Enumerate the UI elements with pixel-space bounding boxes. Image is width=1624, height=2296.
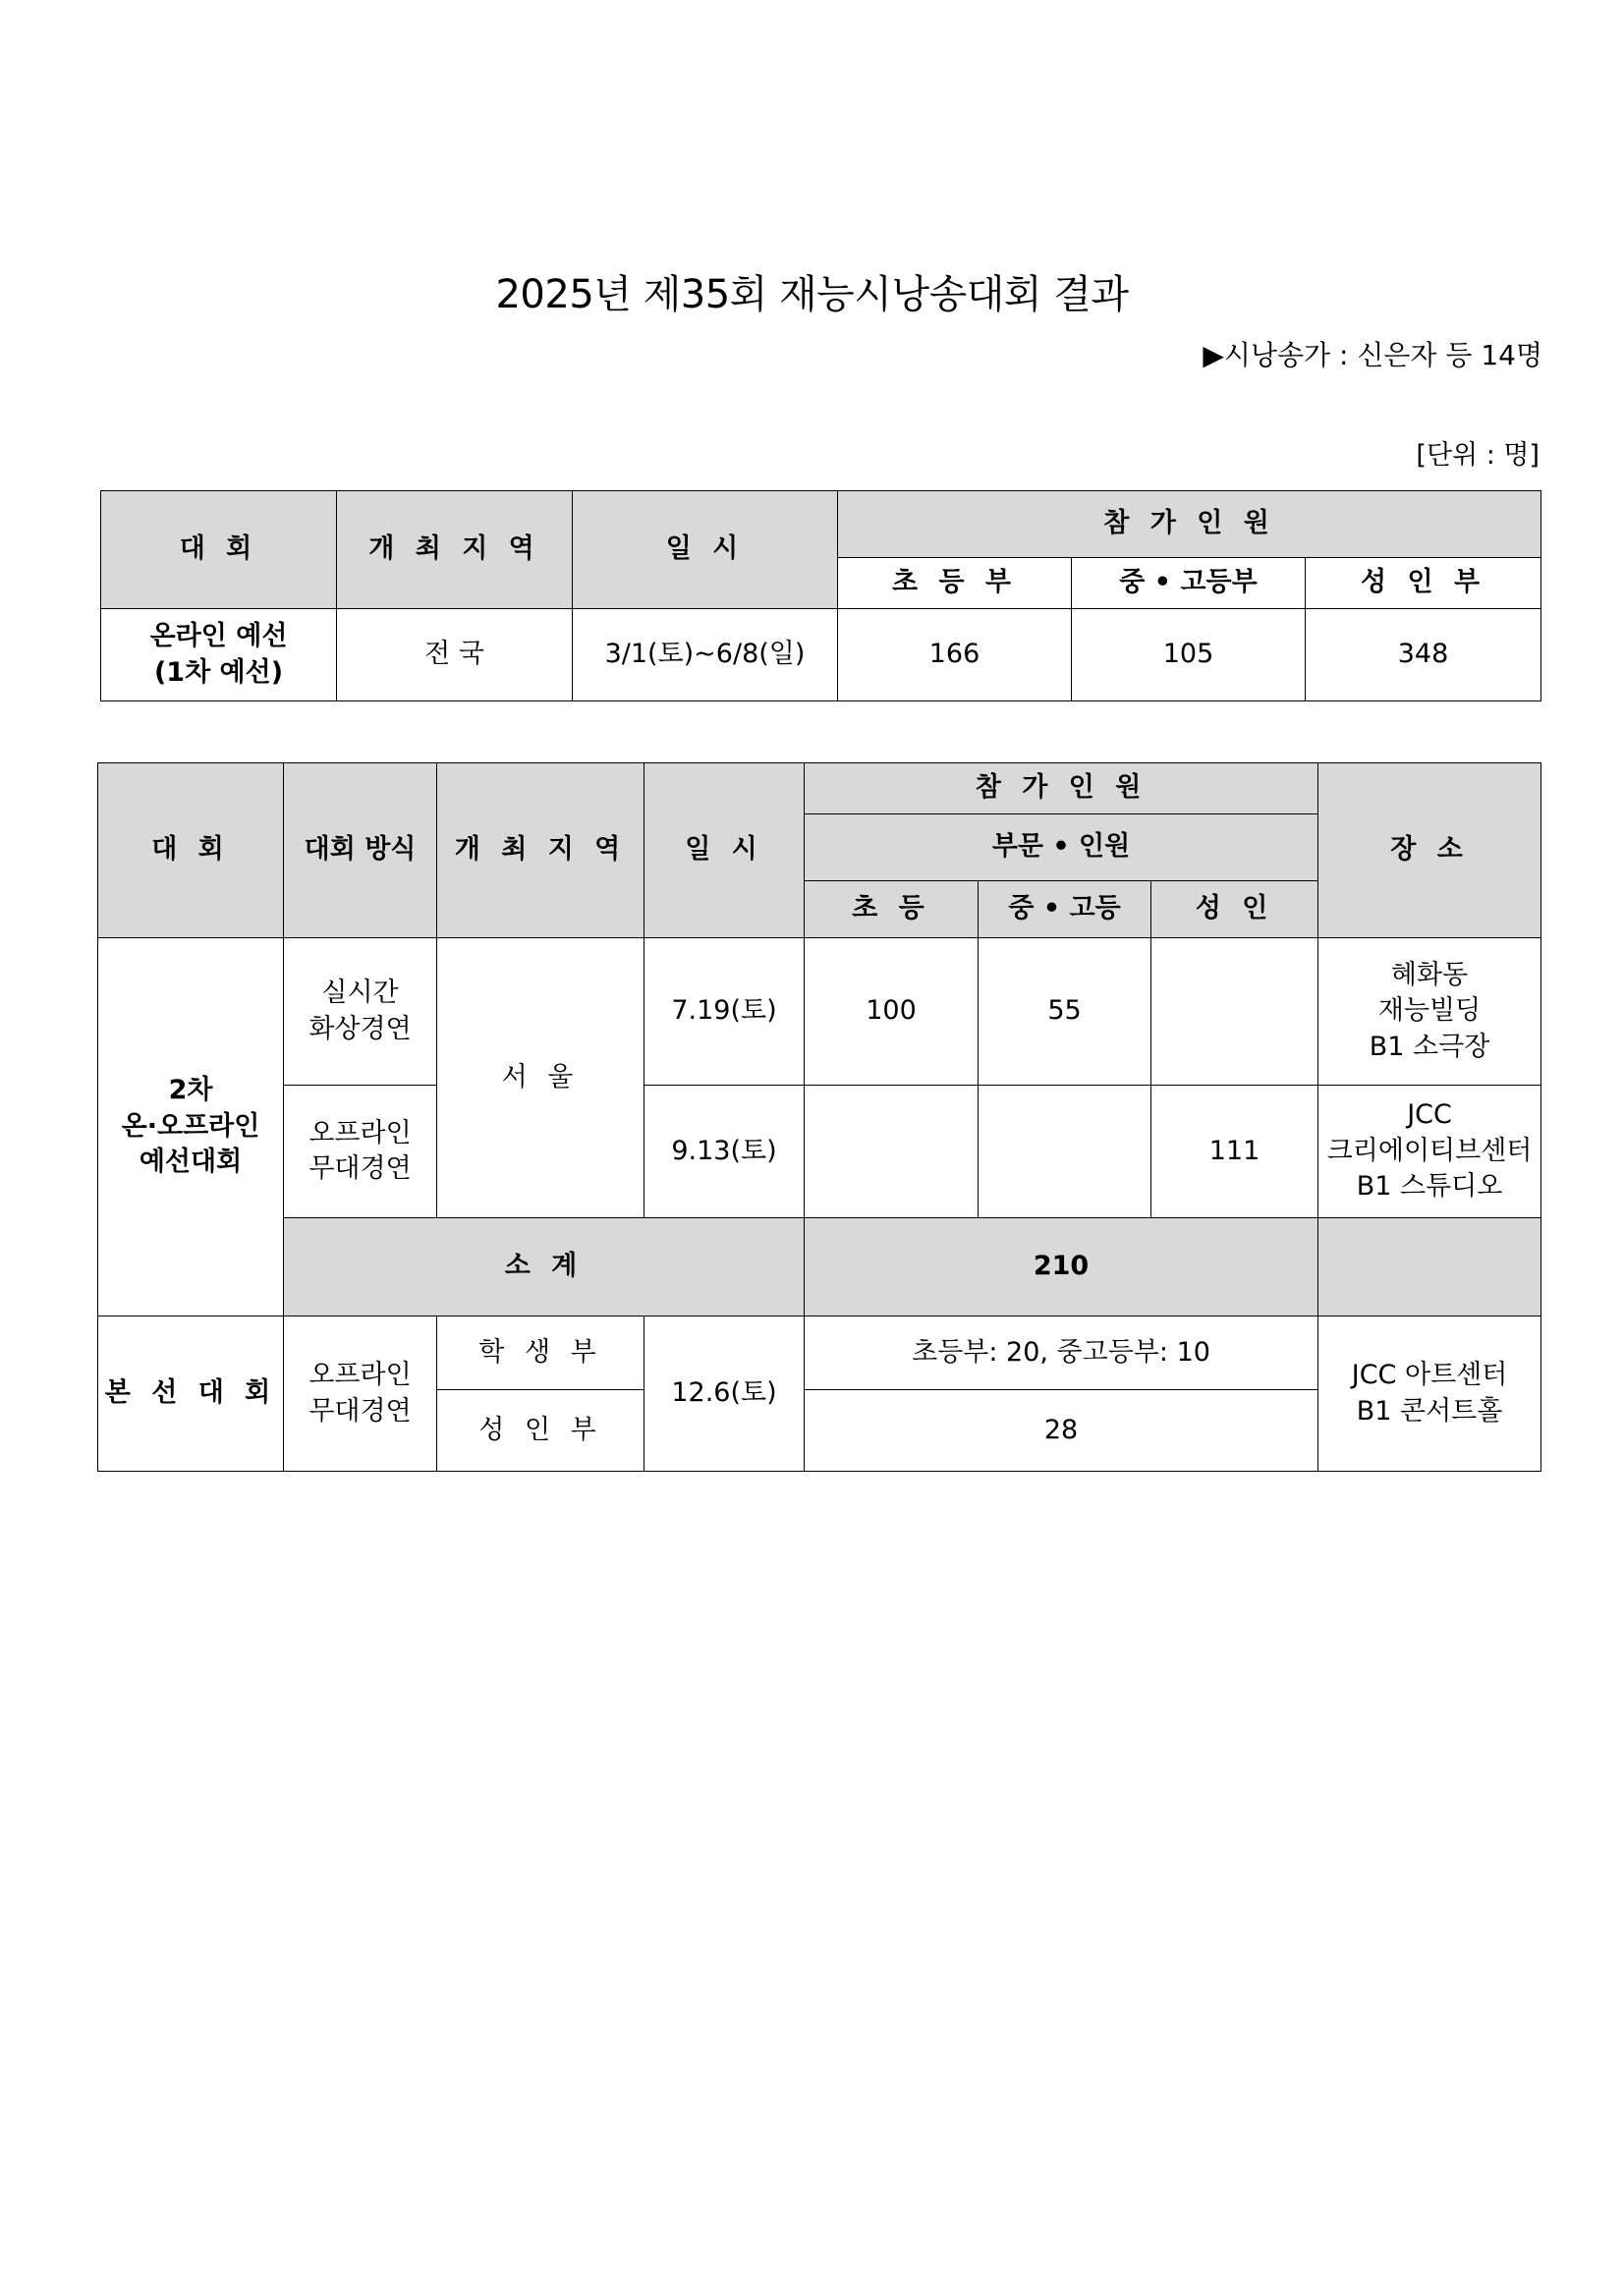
final-method-line1: 오프라인: [308, 1360, 412, 1391]
region-cell: 전 국: [337, 609, 573, 701]
elementary-count: [805, 1086, 979, 1218]
subtotal-label: 소 계: [284, 1218, 805, 1316]
header-division: 부문 • 인원: [805, 814, 1318, 881]
method-line2: 무대경연: [308, 1153, 412, 1184]
contest-name-cell: [101, 609, 337, 701]
venue-line2: 크리에이티브센터: [1326, 1135, 1533, 1166]
header-adult: 성 인: [1151, 881, 1318, 938]
venue-line1: 혜화동: [1390, 959, 1469, 990]
header-method: 대회 방식: [284, 763, 437, 938]
venue-cell: [1318, 938, 1541, 1086]
second-round-name-cell: [98, 938, 284, 1316]
second-round-line3: 예선대회: [139, 1147, 243, 1178]
header-date: 일 시: [573, 491, 838, 609]
header-elementary: 초 등 부: [838, 558, 1072, 609]
header-middle-high: 중 • 고등부: [1072, 558, 1306, 609]
subtotal-venue-empty: [1318, 1218, 1541, 1316]
subtotal-value: 210: [805, 1218, 1318, 1316]
performer-note: ▶시낭송가 : 신은자 등 14명: [1203, 339, 1542, 371]
final-method-cell: [284, 1316, 437, 1472]
middle-high-count: [979, 1086, 1151, 1218]
second-round-line1: 2차: [168, 1075, 213, 1106]
adult-count: 348: [1306, 609, 1541, 701]
venue-line3: B1 소극장: [1369, 1031, 1490, 1062]
adult-division-value: 28: [805, 1390, 1318, 1472]
venue-cell: [1318, 1086, 1541, 1218]
final-venue-line1: JCC 아트센터: [1351, 1360, 1508, 1391]
date-cell: 3/1(토)~6/8(일): [573, 609, 838, 701]
venue-line2: 재능빌딩: [1377, 995, 1482, 1027]
adult-count: [1151, 938, 1318, 1086]
contest-name-line1: 온라인 예선: [149, 621, 288, 652]
middle-high-count: 105: [1072, 609, 1306, 701]
header-participants: 참 가 인 원: [838, 491, 1541, 558]
middle-high-count: 55: [979, 938, 1151, 1086]
unit-note: [단위 : 명]: [1416, 440, 1540, 471]
adult-count: 111: [1151, 1086, 1318, 1218]
elementary-count: 100: [805, 938, 979, 1086]
method-cell: [284, 938, 437, 1086]
final-method-line2: 무대경연: [308, 1395, 412, 1427]
final-round-name: 본 선 대 회: [98, 1316, 284, 1472]
header-venue: 장 소: [1318, 763, 1541, 938]
method-line2: 화상경연: [308, 1013, 412, 1044]
header-adult: 성 인 부: [1306, 558, 1541, 609]
date-cell: 7.19(토): [644, 938, 805, 1086]
contest-name-line2: (1차 예선): [153, 656, 284, 688]
header-elementary: 초 등: [805, 881, 979, 938]
contest-results-table: [97, 762, 1541, 1472]
method-cell: [284, 1086, 437, 1218]
header-date: 일 시: [644, 763, 805, 938]
date-cell: 9.13(토): [644, 1086, 805, 1218]
header-participants: 참 가 인 원: [805, 763, 1318, 814]
venue-line3: B1 스튜디오: [1356, 1171, 1503, 1203]
student-division-value: 초등부: 20, 중고등부: 10: [805, 1316, 1318, 1390]
region-cell: 서 울: [437, 938, 644, 1218]
final-date-cell: 12.6(토): [644, 1316, 805, 1472]
header-contest: 대 회: [98, 763, 284, 938]
elementary-count: 166: [838, 609, 1072, 701]
header-contest: 대 회: [101, 491, 337, 609]
second-round-line2: 온·오프라인: [121, 1110, 260, 1142]
online-preliminary-table: [100, 490, 1541, 701]
header-region: 개 최 지 역: [437, 763, 644, 938]
method-line1: 실시간: [321, 978, 399, 1009]
venue-line1: JCC: [1407, 1099, 1452, 1131]
header-middle-high: 중 • 고등: [979, 881, 1151, 938]
page-title: 2025년 제35회 재능시낭송대회 결과: [495, 272, 1129, 317]
final-venue-line2: B1 콘서트홀: [1356, 1395, 1503, 1427]
method-line1: 오프라인: [308, 1117, 412, 1148]
student-division-label: 학 생 부: [437, 1316, 644, 1390]
adult-division-label: 성 인 부: [437, 1390, 644, 1472]
header-region: 개 최 지 역: [337, 491, 573, 609]
final-venue-cell: [1318, 1316, 1541, 1472]
